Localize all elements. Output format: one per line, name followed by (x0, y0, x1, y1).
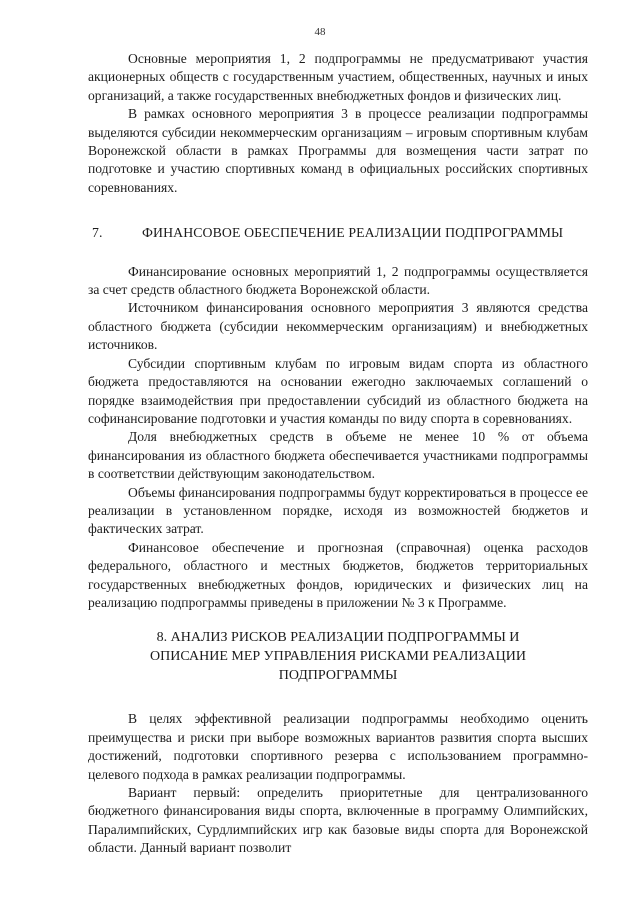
paragraph: Источником финансирования основного мероприятия 3 являются средства областного бюджета (субсидии некоммерческим организациям) и внебюджетных источников. (88, 300, 588, 353)
page-number: 48 (314, 26, 326, 38)
section-8-title-line-3: ПОДПРОГРАММЫ (278, 668, 398, 684)
section-7-number: 7. (92, 225, 103, 241)
section-7-title: ФИНАНСОВОЕ ОБЕСПЕЧЕНИЕ РЕАЛИЗАЦИИ ПОДПРОГРАММЫ (142, 225, 564, 241)
document-body (88, 50, 588, 858)
section-8-heading (88, 628, 588, 685)
paragraph: В целях эффективной реализации подпрограммы необходимо оценить преимущества и риски при выборе возможных вариантов развития спорта высших достижений, подготовки спортивного резерва с использованием программно-целевого подхода в рамках реализации подпрограммы. (88, 711, 588, 782)
section-8-title-line-2: ОПИСАНИЕ МЕР УПРАВЛЕНИЯ РИСКАМИ РЕАЛИЗАЦИИ (150, 649, 526, 665)
paragraph: Основные мероприятия 1, 2 подпрограммы не предусматривают участия акционерных обществ с государственным участием, общественных, научных и иных организаций, а также государственных внебюджетных фондов и физических лиц. (88, 51, 588, 103)
paragraph: Вариант первый: определить приоритетные для централизованного бюджетного финансирования виды спорта, включенные в программу Олимпийских, Паралимпийских, Сурдлимпийских игр как базовые виды спорта для Воронежской области. Данный вариант позволит (88, 785, 588, 856)
section-8-title-line-1: 8. АНАЛИЗ РИСКОВ РЕАЛИЗАЦИИ ПОДПРОГРАММЫ И (156, 630, 520, 646)
paragraph: Субсидии спортивным клубам по игровым видам спорта из областного бюджета предоставляются на основании ежегодно заключаемых соглашений о порядке взаимодействия при предоставлении субсидий из областного бюджета на софинансирование подготовки и участия команды по виду спорта в соревнованиях. (88, 355, 588, 426)
paragraph: Финансирование основных мероприятий 1, 2 подпрограммы осуществляется за счет средств областного бюджета Воронежской области. (88, 263, 588, 298)
section-7-heading (92, 224, 588, 242)
paragraph: Финансовое обеспечение и прогнозная (справочная) оценка расходов федерального, областного и местных бюджетов, бюджетов территориальных государственных внебюджетных фондов, юридических и физических лиц на реализацию подпрограммы приведены в приложении № 3 к Программе. (88, 539, 588, 610)
paragraph: Объемы финансирования подпрограммы будут корректироваться в процессе ее реализации в установленном порядке, исходя из возможностей бюджетов и фактических затрат. (88, 484, 588, 537)
paragraph: В рамках основного мероприятия 3 в процессе реализации подпрограммы выделяются субсидии некоммерческим организациям – игровым спортивным клубам Воронежской области в рамках Программы для возмещения части затрат по подготовке и участию спортивных команд в официальных российских спортивных соревнованиях. (88, 106, 588, 195)
paragraph: Доля внебюджетных средств в объеме не менее 10 % от объема финансирования из областного бюджета обеспечивается участниками подпрограммы в соответствии действующим законодательством. (88, 429, 588, 482)
